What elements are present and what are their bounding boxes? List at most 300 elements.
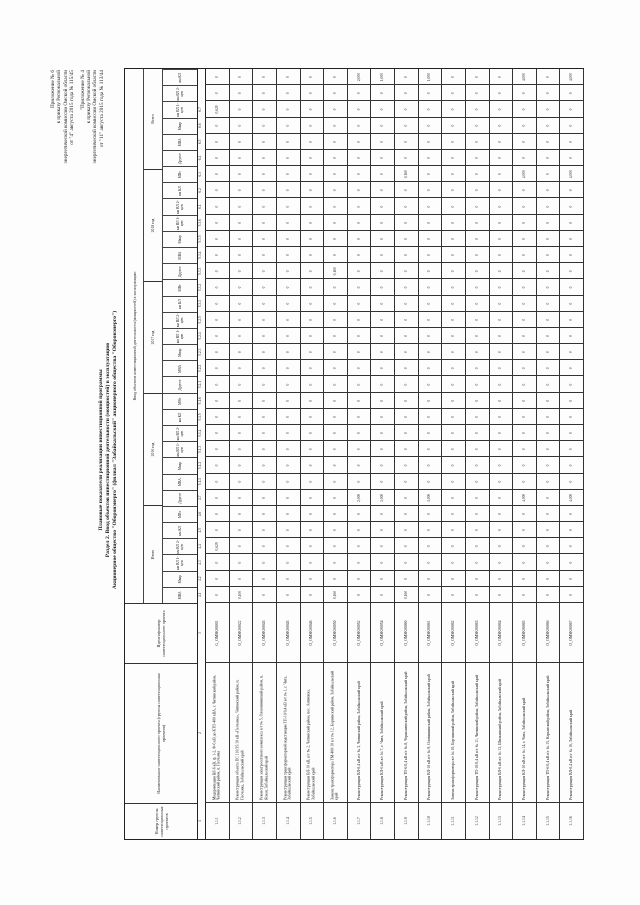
document-title: [98, 230, 119, 670]
column-divider: [323, 802, 347, 803]
value-cell: 0: [309, 383, 314, 386]
project-name: Реконструкция ВЛ-10 кВ в/г № 9, Оловяннинский район, Забайкальский край: [427, 674, 432, 800]
value-cell: 0: [403, 496, 408, 499]
value-cell: 0: [238, 238, 243, 240]
value-cell: 0: [498, 302, 503, 305]
value-cell: 0: [285, 335, 290, 337]
value-cell: 0: [214, 594, 219, 596]
value-cell: 0: [285, 480, 290, 483]
value-cell: 0: [356, 108, 361, 111]
table-row: [418, 69, 443, 839]
value-cell: 0: [379, 577, 384, 580]
value-cell: 0: [403, 108, 408, 111]
value-cell: 0: [568, 302, 573, 305]
value-cell: 0: [498, 286, 503, 289]
value-cell: 0: [568, 254, 573, 256]
value-cell: 0: [356, 140, 361, 143]
sub-header: МВА: [163, 134, 197, 150]
table-row: [489, 69, 514, 839]
value-cell: 0: [521, 221, 526, 224]
value-cell: 0: [474, 416, 479, 418]
project-name: Реконструкция ТП-6/0,4 кВ в/г № 8, Чернышевский район, Забайкальский край: [403, 671, 408, 800]
value-cell: 0: [356, 189, 361, 192]
value-cell: 0: [214, 464, 219, 467]
column-divider: [276, 802, 300, 803]
value-cell: 0: [356, 399, 361, 402]
value-cell: 0: [356, 464, 361, 467]
value-cell: 0: [498, 351, 503, 354]
value-cell: 0: [498, 238, 503, 240]
value-cell: 0: [498, 157, 503, 159]
value-cell: 0: [427, 464, 432, 467]
value-cell: 0: [379, 561, 384, 564]
project-id: O_OMSK00054: [379, 620, 384, 646]
value-cell: 0: [450, 221, 455, 224]
title-line: Акционерное общество "Оборонэнерго" (филиал "Забайкальский" акционерного общества "Оборонэнерго"): [112, 310, 118, 590]
value-cell: 0: [261, 529, 266, 532]
value-cell: 1,000: [379, 73, 384, 82]
value-cell: 0: [261, 76, 266, 78]
sub-header: Другое: [163, 490, 197, 506]
sub-header: Мвар: [163, 344, 197, 360]
value-cell: 0: [545, 173, 550, 176]
value-cell: 0: [427, 448, 432, 451]
value-cell: 0: [214, 448, 219, 451]
value-cell: 0: [545, 383, 550, 386]
value-cell: 0: [261, 561, 266, 564]
value-cell: 0: [568, 383, 573, 386]
value-cell: 0: [356, 221, 361, 224]
value-cell: 0: [238, 513, 243, 515]
value-cell: 0: [474, 561, 479, 564]
value-cell: 0: [332, 513, 337, 515]
sub-header: км КЛ: [163, 182, 197, 198]
value-cell: 0: [261, 157, 266, 159]
value-cell: 0: [568, 124, 573, 127]
value-cell: 0: [285, 189, 290, 192]
value-cell: 0: [568, 399, 573, 402]
value-cell: 0: [521, 318, 526, 321]
value-cell: 0: [521, 238, 526, 240]
value-cell: 0,160: [332, 267, 337, 276]
value-cell: 0: [403, 399, 408, 402]
column-number: 6.4: [198, 155, 202, 161]
project-name: Реконструкция КЛ-10 кВ в/г № 14, г. Чита, Забайкальский край: [521, 697, 526, 800]
sub-header: МВт: [163, 393, 197, 409]
value-cell: 0: [568, 351, 573, 354]
value-cell: 0: [568, 545, 573, 548]
row-number: 1.1.11: [450, 816, 455, 826]
sub-header: Мвар: [163, 457, 197, 473]
value-cell: 0: [568, 448, 573, 451]
column-number: 5.3.1: [198, 300, 202, 308]
value-cell: 0: [450, 270, 455, 273]
project-id: O_OMSK00046: [309, 620, 314, 646]
value-cell: 0: [379, 254, 384, 256]
value-cell: 0: [521, 124, 526, 127]
value-cell: 0: [545, 92, 550, 95]
value-cell: 0: [261, 545, 266, 548]
value-cell: 0: [403, 318, 408, 321]
sub-header: МВА: [163, 247, 197, 263]
value-cell: 0: [285, 448, 290, 451]
value-cell: 0: [285, 383, 290, 386]
value-cell: 0: [261, 448, 266, 451]
value-cell: 0: [356, 124, 361, 127]
value-cell: 0: [309, 221, 314, 224]
value-cell: 0: [238, 173, 243, 176]
value-cell: 0: [285, 205, 290, 208]
value-cell: 0: [261, 189, 266, 192]
value-cell: 0: [474, 383, 479, 386]
value-cell: 0: [214, 173, 219, 176]
value-cell: 0: [474, 480, 479, 483]
value-cell: 0: [403, 335, 408, 337]
value-cell: 0: [309, 157, 314, 159]
table-row: [370, 69, 395, 839]
appendix-header: [50, 70, 105, 240]
value-cell: 0: [403, 270, 408, 273]
title-line: Плановые показатели реализации инвестиционной программы: [98, 369, 104, 531]
value-cell: 0: [356, 173, 361, 176]
header-2016: 2016 год: [144, 393, 163, 505]
value-cell: 0: [498, 432, 503, 434]
value-cell: 0: [427, 318, 432, 321]
column-divider: [536, 662, 560, 663]
value-cell: 0: [427, 480, 432, 483]
column-divider: [300, 802, 324, 803]
value-cell: 0: [214, 529, 219, 532]
value-cell: 0: [450, 335, 455, 337]
value-cell: 0: [498, 383, 503, 386]
value-cell: 0: [285, 254, 290, 256]
project-name: Реконструкция объекта ПС 110/35/10 кВ «Песчанка», Читинский район, п. Песчанка, Забайкальский край: [235, 679, 245, 800]
value-cell: 0: [238, 577, 243, 580]
project-name: Реконструкция ВЛ-6 кВ в/г № 13, Шилкинский район, Забайкальский край: [498, 678, 503, 800]
value-cell: 0: [285, 351, 290, 354]
value-cell: 0: [261, 302, 266, 305]
row-number: 1.1.3: [261, 817, 266, 825]
value-cell: 0: [285, 367, 290, 370]
value-cell: 0: [214, 238, 219, 240]
value-cell: 0: [427, 529, 432, 532]
project-id: O_OMSK00067: [568, 620, 573, 646]
value-cell: 0: [545, 108, 550, 111]
value-cell: 0: [450, 351, 455, 354]
column-number: 4.6: [198, 511, 202, 517]
value-cell: 0: [238, 416, 243, 418]
value-cell: 0: [356, 92, 361, 95]
project-id: O_OMSK00061: [427, 620, 432, 646]
value-cell: 0: [309, 254, 314, 256]
row-number: 1.1.14: [521, 816, 526, 826]
column-number: 6.5: [198, 139, 202, 145]
value-cell: 1,000: [379, 493, 384, 502]
value-cell: 0: [285, 513, 290, 515]
value-cell: 0: [238, 254, 243, 256]
value-cell: 0: [238, 318, 243, 321]
value-cell: 0: [545, 351, 550, 354]
value-cell: 0: [427, 367, 432, 370]
value-cell: 0: [214, 92, 219, 95]
value-cell: 0: [261, 92, 266, 95]
sub-header: км КЛ: [163, 409, 197, 425]
value-cell: 0: [238, 124, 243, 127]
value-cell: 0: [332, 140, 337, 143]
column-divider: [559, 662, 583, 663]
column-number: 4.1: [198, 592, 202, 598]
value-cell: 0: [285, 157, 290, 159]
table-row: [229, 69, 254, 839]
value-cell: 0: [309, 238, 314, 240]
value-cell: 0: [403, 464, 408, 467]
project-id: O_OMSK00052: [356, 620, 361, 646]
column-divider: [465, 662, 489, 663]
value-cell: 0: [332, 577, 337, 580]
value-cell: 0: [521, 480, 526, 483]
value-cell: 0: [379, 157, 384, 159]
value-cell: 0: [261, 416, 266, 418]
value-cell: 0: [521, 254, 526, 256]
value-cell: 0: [521, 561, 526, 564]
value-cell: 0: [261, 480, 266, 483]
value-cell: 0: [238, 302, 243, 305]
column-number: 5.1.4: [198, 429, 202, 437]
column-divider: [512, 662, 536, 663]
value-cell: 0: [356, 157, 361, 159]
column-divider: [441, 802, 465, 803]
value-cell: 0: [427, 205, 432, 208]
value-cell: 0: [238, 140, 243, 143]
value-cell: 0: [474, 157, 479, 159]
value-cell: 0: [568, 335, 573, 337]
value-cell: 0: [261, 108, 266, 111]
value-cell: 0: [309, 480, 314, 483]
value-cell: 0: [450, 464, 455, 467]
value-cell: 0: [261, 594, 266, 596]
value-cell: 0: [474, 221, 479, 224]
value-cell: 0: [309, 270, 314, 273]
sub-header: МВт: [163, 166, 197, 182]
value-cell: 0: [521, 545, 526, 548]
value-cell: 0,100: [238, 590, 243, 599]
value-cell: 0: [474, 448, 479, 451]
value-cell: 0: [498, 173, 503, 176]
value-cell: 0: [238, 286, 243, 289]
value-cell: 0: [498, 189, 503, 192]
value-cell: 0: [309, 448, 314, 451]
sub-header: км ВЛ 2-цеп: [163, 312, 197, 328]
value-cell: 0: [474, 238, 479, 240]
value-cell: 0: [427, 189, 432, 192]
value-cell: 0: [450, 238, 455, 240]
value-cell: 0: [379, 270, 384, 273]
value-cell: 0: [238, 367, 243, 370]
value-cell: 0: [521, 92, 526, 95]
column-number: 6.1: [198, 204, 202, 209]
value-cell: 0: [450, 577, 455, 580]
value-cell: 0,629: [214, 105, 219, 114]
row-number: 1.1.12: [474, 816, 479, 826]
row-number: 1.1.7: [356, 817, 361, 825]
value-cell: 0: [332, 351, 337, 354]
value-cell: 0: [427, 173, 432, 176]
project-id: O_OMSK00050: [332, 620, 337, 646]
value-cell: 0: [238, 561, 243, 564]
value-cell: 0: [285, 302, 290, 305]
value-cell: 0: [332, 108, 337, 111]
project-name: Реконструкция ВЛ-0,4 кВ в/г № 3, Читинский район, Забайкальский край: [356, 681, 361, 800]
value-cell: 0: [545, 367, 550, 370]
value-cell: 0: [521, 464, 526, 467]
value-cell: 0: [285, 140, 290, 143]
value-cell: 0: [261, 432, 266, 434]
value-cell: 0: [568, 286, 573, 289]
value-cell: 0: [427, 594, 432, 596]
column-number: 5.2.5: [198, 316, 202, 324]
column-divider: [441, 662, 465, 663]
value-cell: 0: [403, 513, 408, 515]
value-cell: 0: [545, 577, 550, 580]
value-cell: 0: [285, 561, 290, 564]
value-cell: 0: [545, 205, 550, 208]
column-divider: [394, 662, 418, 663]
value-cell: 0: [214, 76, 219, 78]
value-cell: 0: [261, 496, 266, 499]
value-cell: 0: [450, 448, 455, 451]
value-cell: 0: [356, 302, 361, 305]
value-cell: 0: [403, 416, 408, 418]
value-cell: 0: [403, 92, 408, 95]
project-name: Замена трансформатора в/г № 10, Борзинский район, Забайкальский край: [450, 680, 455, 800]
value-cell: 0: [214, 399, 219, 402]
project-name: Замена трансформатора ТМ-400/10 в/г № 12, Борзинский район, Забайкальский край: [330, 670, 339, 800]
value-cell: 0: [238, 335, 243, 337]
value-cell: 0: [356, 205, 361, 208]
project-name: Реконструкция трансформаторной подстанции ТП-10/0,4 кВ в/г № 1, г. Чита, Забайкальский край: [283, 675, 292, 800]
value-cell: 0: [285, 545, 290, 548]
value-cell: 0,160: [332, 590, 337, 599]
value-cell: 0: [403, 286, 408, 289]
value-cell: 0: [238, 189, 243, 192]
value-cell: 0: [498, 594, 503, 596]
table-row: [323, 69, 348, 839]
value-cell: 0: [498, 221, 503, 224]
value-cell: 0: [545, 480, 550, 483]
value-cell: 0: [498, 399, 503, 402]
sub-header: км ВЛ 1-цеп: [163, 328, 197, 344]
value-cell: 0: [332, 124, 337, 127]
value-cell: 0: [356, 335, 361, 337]
column-divider: [512, 802, 536, 803]
value-cell: 0: [545, 399, 550, 402]
value-cell: 0: [261, 238, 266, 240]
value-cell: 0: [403, 205, 408, 208]
value-cell: 0: [356, 561, 361, 564]
value-cell: 0: [450, 205, 455, 208]
table-row: [347, 69, 372, 839]
value-cell: 0: [545, 561, 550, 564]
value-cell: 0: [356, 367, 361, 370]
value-cell: 0: [450, 383, 455, 386]
value-cell: 0: [285, 496, 290, 499]
value-cell: 0: [545, 318, 550, 321]
project-id: G_OMSK00001: [214, 620, 219, 646]
value-cell: 0: [379, 383, 384, 386]
value-cell: 0: [356, 351, 361, 354]
project-id: O_OMSK00064: [498, 620, 503, 646]
value-cell: 0: [450, 92, 455, 95]
value-cell: 0: [309, 594, 314, 596]
value-cell: 0: [379, 318, 384, 321]
value-cell: 0: [379, 108, 384, 111]
row-number: 1.1.8: [379, 817, 384, 825]
value-cell: 0: [214, 270, 219, 273]
column-number: 4.3: [198, 560, 202, 565]
value-cell: 0: [309, 561, 314, 564]
value-cell: 0: [568, 432, 573, 434]
value-cell: 0: [427, 561, 432, 564]
value-cell: 0: [379, 221, 384, 224]
header-line: Приложение № 6: [50, 70, 56, 108]
value-cell: 0: [403, 529, 408, 532]
value-cell: 0: [427, 157, 432, 159]
value-cell: 0: [332, 173, 337, 176]
value-cell: 0: [332, 545, 337, 548]
header-2017: 2017 год: [144, 281, 163, 393]
value-cell: 0: [474, 577, 479, 580]
value-cell: 0: [332, 399, 337, 402]
value-cell: 0: [498, 464, 503, 467]
value-cell: 0: [474, 367, 479, 370]
value-cell: 0: [427, 335, 432, 337]
row-number: 1.1.4: [285, 817, 290, 825]
column-number: 5.2.1: [198, 380, 202, 389]
value-cell: 0: [521, 189, 526, 192]
value-cell: 0: [261, 577, 266, 580]
value-cell: 0: [427, 302, 432, 305]
value-cell: 0,160: [403, 170, 408, 179]
column-number: 2: [198, 732, 202, 734]
value-cell: 0: [261, 124, 266, 127]
value-cell: 0: [498, 577, 503, 580]
value-cell: 0: [403, 157, 408, 159]
table-row: [252, 69, 277, 839]
value-cell: 0: [261, 464, 266, 467]
value-cell: 0: [545, 529, 550, 532]
value-cell: 0: [356, 383, 361, 386]
value-cell: 0: [214, 513, 219, 515]
table-row: [441, 69, 466, 839]
value-cell: 0: [427, 140, 432, 143]
value-cell: 0: [474, 189, 479, 192]
column-number: 5.3.4: [198, 251, 202, 259]
value-cell: 0: [450, 76, 455, 78]
value-cell: 0: [379, 92, 384, 95]
value-cell: 0: [427, 238, 432, 240]
value-cell: 1,000: [427, 73, 432, 82]
header-2018: 2018 год: [144, 169, 163, 281]
project-name: Модернизация ВЛ-6 кВ, ф. 1-2, Ф-6 кВ до КТП-400 кВА, г. Читинский район, Читинский район, п. Песчанка: [212, 674, 221, 800]
value-cell: 0: [332, 286, 337, 289]
table-row: [536, 69, 561, 839]
value-cell: 0: [427, 383, 432, 386]
value-cell: 0: [450, 432, 455, 434]
value-cell: 0: [521, 335, 526, 337]
value-cell: 0: [474, 399, 479, 402]
column-number: 4.2: [198, 576, 202, 581]
project-id: O_OMSK00063: [474, 620, 479, 646]
